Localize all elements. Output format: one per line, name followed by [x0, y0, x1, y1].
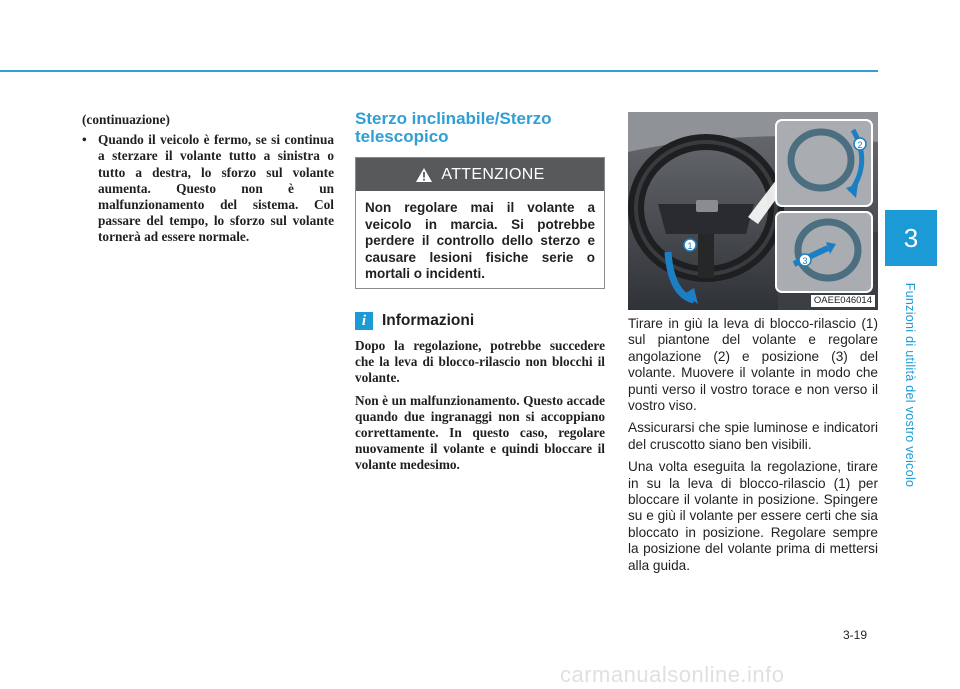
warning-triangle-icon	[415, 167, 433, 183]
header-rule	[0, 70, 878, 72]
warning-box	[355, 157, 605, 289]
callout-2: 2	[857, 140, 863, 150]
bullet-text: Quando il veicolo è fermo, se si continua a sterzare il volante tutto a sinistra o tutto a destra, lo sforzo sul volante aumenta. Questo non è un malfunzionamento del sistema. Col passare del tempo, lo sforzo sul volante tornerà ad essere normale.	[98, 132, 334, 245]
bullet-mark: •	[82, 132, 87, 148]
instruction-paragraph: Tirare in giù la leva di blocco-rilascio (1) sul piantone del volante e regolare angolazione (2) e posizione (3) del volante. Muovere il volante in modo che punti verso il vostro torace e non verso il vostro viso.	[628, 316, 878, 414]
callout-1: 1	[687, 241, 693, 251]
warning-text: Non regolare mai il volante a veicolo in marcia. Si potrebbe perdere il controllo dello sterzo e causare lesioni fisiche serie o mortali o incidenti.	[365, 200, 595, 281]
steering-wheel-figure	[628, 112, 878, 310]
section-title: Sterzo inclinabile/Sterzo telescopico	[355, 109, 552, 146]
callout-3: 3	[802, 256, 808, 266]
site-watermark: carmanualsonline.info	[560, 662, 785, 687]
continuation-label: (continuazione)	[82, 112, 170, 127]
info-paragraph: Non è un malfunzionamento. Questo accade quando due ingranaggi non si accoppiano correttamente. In questo caso, regolare nuovamente il volante e quindi bloccare il volante medesimo.	[355, 392, 605, 473]
instruction-paragraph: Assicurarsi che spie luminose e indicatori del cruscotto siano ben visibili.	[628, 420, 878, 452]
right-column	[628, 316, 878, 580]
page-number: 3-19	[843, 628, 868, 642]
steering-wheel-illustration	[628, 112, 878, 310]
chapter-title: Funzioni di utilità del vostro veicolo	[903, 282, 917, 487]
instruction-paragraph: Una volta eseguita la regolazione, tirare in su la leva di blocco-rilascio (1) per bloccare il volante in posizione. Spingere su e giù il volante per essere certi che sia bloccato in posizione. Regolare sempre la posizione del volante prima di mettersi alla guida.	[628, 459, 878, 573]
bullet-item	[82, 132, 334, 245]
chapter-number: 3	[903, 222, 919, 253]
info-title: Informazioni	[382, 312, 475, 329]
info-icon: i	[355, 312, 373, 330]
info-body	[355, 338, 605, 480]
chapter-tab	[885, 210, 937, 266]
info-header	[355, 310, 605, 332]
chapter-side-label	[888, 272, 932, 497]
warning-heading: ATTENZIONE	[441, 165, 545, 183]
left-column	[82, 112, 334, 246]
warning-header	[356, 158, 604, 191]
figure-code: OAEE046014	[811, 295, 875, 307]
info-paragraph: Dopo la regolazione, potrebbe succedere che la leva di blocco-rilascio non blocchi il volante.	[355, 338, 605, 386]
